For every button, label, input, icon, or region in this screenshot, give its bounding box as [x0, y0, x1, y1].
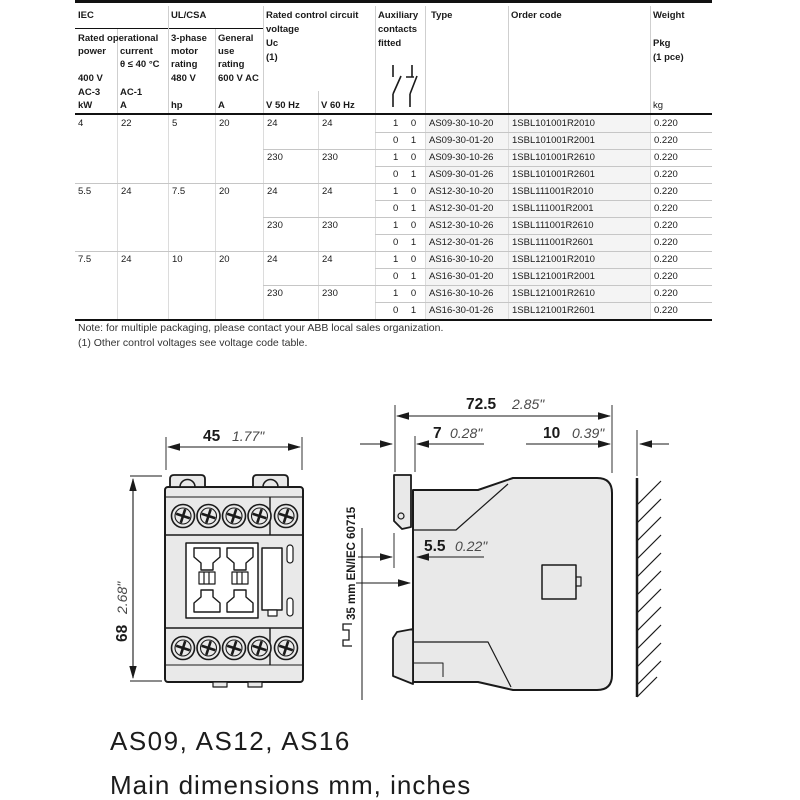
header-rating: rating — [171, 59, 198, 70]
cell-order: 1SBL121001R2001 — [508, 268, 650, 285]
cell-a1 — [117, 149, 168, 166]
row-separator — [263, 149, 712, 150]
row-separator — [75, 183, 712, 184]
cell-v60 — [318, 166, 375, 183]
cell-v60 — [318, 302, 375, 319]
column-divider — [375, 6, 376, 113]
table-row — [75, 251, 712, 268]
header-400v: 400 V — [78, 73, 103, 84]
header-power: power — [78, 46, 106, 57]
side-body — [413, 478, 612, 690]
cell-aux: 1 0 — [375, 115, 425, 132]
cell-type: AS09-30-10-26 — [425, 149, 508, 166]
cell-kw — [75, 217, 117, 234]
table-row — [75, 268, 712, 285]
cell-kw: 5.5 — [78, 186, 92, 197]
cell-v50 — [263, 166, 318, 183]
dim-10-in: 0.39" — [572, 425, 605, 441]
cell-hp: 7.5 — [168, 183, 215, 200]
cell-a1 — [117, 217, 168, 234]
rail-standard-label: 35 mm EN/IEC 60715 — [346, 506, 358, 620]
iec-group-underline — [75, 28, 168, 29]
cell-v50 — [263, 200, 318, 217]
table-notes — [78, 321, 443, 351]
cell-order: 1SBL121001R2610 — [508, 285, 650, 302]
cell-a2 — [215, 268, 263, 285]
side-pin — [287, 545, 293, 563]
header-weight: Weight — [653, 10, 685, 21]
header-uc: Uc — [266, 38, 279, 49]
cell-a1 — [117, 166, 168, 183]
cell-hp: 5 — [168, 115, 215, 132]
cell-a1 — [117, 285, 168, 302]
cell-type: AS12-30-01-26 — [425, 234, 508, 251]
latch-slider — [262, 548, 282, 610]
dimension-drawing — [70, 385, 720, 715]
header-contacts: contacts — [378, 24, 418, 35]
din-rail-profile-icon — [343, 624, 352, 646]
cell-aux: 0 1 — [375, 268, 425, 285]
cell-kw — [75, 302, 117, 319]
cell-aux: 0 1 — [375, 200, 425, 217]
row-separator — [375, 166, 712, 167]
dim-7-in: 0.28" — [450, 425, 483, 441]
cell-a2: 20 — [215, 251, 263, 268]
dim-10-mm: 10 — [543, 425, 561, 442]
cell-a2 — [215, 200, 263, 217]
cell-order: 1SBL101001R2601 — [508, 166, 650, 183]
cell-weight: 0.220 — [650, 217, 712, 234]
cell-kw — [75, 285, 117, 302]
unit-kg: kg — [653, 100, 664, 111]
cell-weight: 0.220 — [650, 132, 712, 149]
cell-aux: 0 1 — [375, 302, 425, 319]
cell-weight: 0.220 — [650, 251, 712, 268]
unit-v60hz: V 60 Hz — [321, 100, 355, 111]
cell-a2 — [215, 285, 263, 302]
note-line-1: Note: for multiple packaging, please contact your ABB local sales organization. — [78, 322, 444, 334]
spec-table — [75, 0, 712, 321]
header-rating2: rating — [218, 59, 245, 70]
cell-hp — [168, 149, 215, 166]
cell-kw — [75, 166, 117, 183]
cell-order: 1SBL121001R2601 — [508, 302, 650, 319]
cell-type: AS12-30-10-20 — [425, 183, 508, 200]
header-motor: motor — [171, 46, 198, 57]
cell-order: 1SBL101001R2001 — [508, 132, 650, 149]
cell-hp — [168, 268, 215, 285]
cell-a1 — [117, 302, 168, 319]
cell-order: 1SBL121001R2010 — [508, 251, 650, 268]
cell-v60: 230 — [318, 285, 375, 302]
dim-45-mm: 45 — [203, 428, 221, 445]
cell-v60: 24 — [318, 251, 375, 268]
column-divider — [650, 6, 651, 113]
cell-a1 — [117, 234, 168, 251]
cell-weight: 0.220 — [650, 166, 712, 183]
cell-v60: 230 — [318, 149, 375, 166]
header-theta: θ ≤ 40 °C — [120, 59, 160, 70]
clip-hole — [398, 513, 404, 519]
cell-v50: 230 — [263, 217, 318, 234]
side-view-drawing — [393, 475, 661, 697]
cell-v50 — [263, 302, 318, 319]
cell-aux: 0 1 — [375, 132, 425, 149]
dim-5-5-in: 0.22" — [455, 538, 488, 554]
header-use: use — [218, 46, 235, 57]
header-order-code: Order code — [511, 10, 562, 21]
table-row — [75, 166, 712, 183]
header-fitted: fitted — [378, 38, 402, 49]
cell-aux: 1 0 — [375, 251, 425, 268]
side-pin — [287, 598, 293, 616]
cell-a2 — [215, 217, 263, 234]
table-row — [75, 132, 712, 149]
row-separator — [375, 268, 712, 269]
drawing-subtitle: Main dimensions mm, inches — [110, 770, 472, 800]
row-separator — [375, 302, 712, 303]
cell-type: AS09-30-01-20 — [425, 132, 508, 149]
cell-weight: 0.220 — [650, 302, 712, 319]
table-row — [75, 183, 712, 200]
cell-hp — [168, 200, 215, 217]
cell-hp — [168, 217, 215, 234]
cell-v60 — [318, 132, 375, 149]
cell-aux: 1 0 — [375, 183, 425, 200]
cell-v50: 24 — [263, 251, 318, 268]
cell-a1: 22 — [117, 115, 168, 132]
row-separator — [263, 285, 712, 286]
cell-aux: 1 0 — [375, 149, 425, 166]
cell-a2: 20 — [215, 183, 263, 200]
cell-weight: 0.220 — [650, 268, 712, 285]
side-cutout — [542, 565, 576, 599]
dim-45-in: 1.77" — [232, 428, 265, 444]
column-divider — [508, 6, 509, 113]
cell-v50 — [263, 234, 318, 251]
cell-type: AS09-30-01-26 — [425, 166, 508, 183]
cell-a2 — [215, 166, 263, 183]
header-rcc: Rated control circuit — [266, 10, 359, 21]
cell-a2 — [215, 132, 263, 149]
table-body — [75, 115, 712, 321]
cell-weight: 0.220 — [650, 234, 712, 251]
cell-v50: 230 — [263, 149, 318, 166]
cell-a1: 24 — [117, 251, 168, 268]
cell-type: AS16-30-10-26 — [425, 285, 508, 302]
table-row — [75, 234, 712, 251]
row-separator — [375, 132, 712, 133]
cell-order: 1SBL111001R2610 — [508, 217, 650, 234]
cell-a2: 20 — [215, 115, 263, 132]
dim-68-in: 2.68" — [114, 581, 130, 614]
row-separator — [375, 200, 712, 201]
row-separator — [75, 251, 712, 252]
cell-aux: 1 0 — [375, 285, 425, 302]
cell-hp — [168, 285, 215, 302]
table-row — [75, 302, 712, 319]
cell-v60 — [318, 268, 375, 285]
header-ac1: AC-1 — [120, 87, 143, 98]
cell-a2 — [215, 302, 263, 319]
cell-a2 — [215, 149, 263, 166]
din-clip-bottom — [393, 629, 413, 684]
cell-v60: 24 — [318, 183, 375, 200]
cell-a1 — [117, 200, 168, 217]
column-divider — [318, 91, 319, 113]
wall-hatching — [637, 478, 661, 697]
cell-aux: 0 1 — [375, 234, 425, 251]
header-ac3: AC-3 — [78, 87, 101, 98]
dim-68-mm: 68 — [114, 624, 131, 642]
header-3phase: 3-phase — [171, 33, 207, 44]
cell-weight: 0.220 — [650, 285, 712, 302]
unit-v50hz: V 50 Hz — [266, 100, 300, 111]
cell-weight: 0.220 — [650, 183, 712, 200]
header-ulcsa: UL/CSA — [171, 10, 207, 21]
cell-type: AS09-30-10-20 — [425, 115, 508, 132]
nc-contact-symbol — [406, 65, 417, 107]
din-clip-top — [394, 475, 411, 529]
mounting-ear-left — [170, 475, 205, 487]
front-center-panel — [186, 543, 293, 618]
unit-kw: kW — [78, 100, 93, 111]
header-current: current — [120, 46, 153, 57]
cell-hp: 10 — [168, 251, 215, 268]
cell-hp — [168, 234, 215, 251]
dim-7-mm: 7 — [433, 425, 442, 442]
dim-front-height — [114, 476, 162, 681]
cell-hp — [168, 166, 215, 183]
cell-v50: 24 — [263, 183, 318, 200]
header-general: General — [218, 33, 254, 44]
bottom-tab — [248, 682, 262, 687]
mounting-ear-right — [253, 475, 288, 487]
cell-v50 — [263, 268, 318, 285]
header-iec: IEC — [78, 10, 94, 21]
cell-a1 — [117, 268, 168, 285]
cell-v50 — [263, 132, 318, 149]
dim-72-5-in: 2.85" — [512, 396, 545, 412]
cell-kw: 7.5 — [78, 254, 92, 265]
cell-v60: 230 — [318, 217, 375, 234]
cell-aux: 0 1 — [375, 166, 425, 183]
cell-v50: 24 — [263, 115, 318, 132]
bottom-terminal-screws — [172, 637, 298, 660]
table-row — [75, 115, 712, 132]
dim-side-front — [360, 425, 484, 472]
top-terminal-screws — [172, 505, 298, 528]
table-row — [75, 217, 712, 234]
cell-hp — [168, 132, 215, 149]
unit-a2: A — [218, 100, 225, 111]
latch-tab — [268, 610, 277, 616]
cell-order: 1SBL111001R2001 — [508, 200, 650, 217]
header-auxiliary: Auxiliary — [378, 10, 419, 21]
row-separator — [375, 234, 712, 235]
cell-kw — [75, 149, 117, 166]
dim-72-5-mm: 72.5 — [466, 396, 497, 413]
cell-weight: 0.220 — [650, 149, 712, 166]
dim-side-rear — [526, 425, 669, 476]
header-note1-ref: (1) — [266, 52, 278, 63]
cell-v60: 24 — [318, 115, 375, 132]
header-voltage: voltage — [266, 24, 300, 35]
row-separator — [263, 217, 712, 218]
column-divider — [215, 29, 216, 113]
table-row — [75, 200, 712, 217]
cell-v60 — [318, 234, 375, 251]
cell-order: 1SBL101001R2010 — [508, 115, 650, 132]
cell-weight: 0.220 — [650, 115, 712, 132]
cell-order: 1SBL111001R2010 — [508, 183, 650, 200]
unit-hp: hp — [171, 100, 183, 111]
bottom-tab — [213, 682, 227, 687]
column-divider — [425, 6, 426, 113]
aux-contacts-icon — [383, 63, 421, 109]
cell-type: AS12-30-10-26 — [425, 217, 508, 234]
product-types-caption: AS09, AS12, AS16 — [110, 726, 351, 756]
cell-order: 1SBL101001R2610 — [508, 149, 650, 166]
table-row — [75, 149, 712, 166]
table-row — [75, 285, 712, 302]
cell-v50: 230 — [263, 285, 318, 302]
cell-order: 1SBL111001R2601 — [508, 234, 650, 251]
header-pkg: Pkg — [653, 38, 671, 49]
dim-front-width — [166, 428, 302, 470]
table-header — [75, 0, 712, 115]
cell-hp — [168, 302, 215, 319]
cell-kw — [75, 268, 117, 285]
cell-kw — [75, 234, 117, 251]
header-rated-operational: Rated operational — [78, 33, 159, 44]
cell-kw: 4 — [78, 118, 84, 129]
header-480v: 480 V — [171, 73, 196, 84]
cell-a1 — [117, 132, 168, 149]
dim-5-5-mm: 5.5 — [424, 538, 446, 555]
cell-kw — [75, 200, 117, 217]
header-600vac: 600 V AC — [218, 73, 259, 84]
cell-a2 — [215, 234, 263, 251]
cell-type: AS16-30-10-20 — [425, 251, 508, 268]
no-contact-symbol — [393, 65, 401, 107]
cell-weight: 0.220 — [650, 200, 712, 217]
cell-kw — [75, 132, 117, 149]
front-view-drawing — [165, 475, 303, 687]
header-1pce: (1 pce) — [653, 52, 684, 63]
column-divider — [168, 6, 169, 113]
cell-type: AS16-30-01-26 — [425, 302, 508, 319]
note-line-2: (1) Other control voltages see voltage code table. — [78, 337, 308, 349]
unit-a: A — [120, 100, 127, 111]
cell-v60 — [318, 200, 375, 217]
header-type: Type — [431, 10, 453, 21]
cell-aux: 1 0 — [375, 217, 425, 234]
cell-type: AS12-30-01-20 — [425, 200, 508, 217]
column-divider — [263, 6, 264, 113]
cell-type: AS16-30-01-20 — [425, 268, 508, 285]
cell-a1: 24 — [117, 183, 168, 200]
